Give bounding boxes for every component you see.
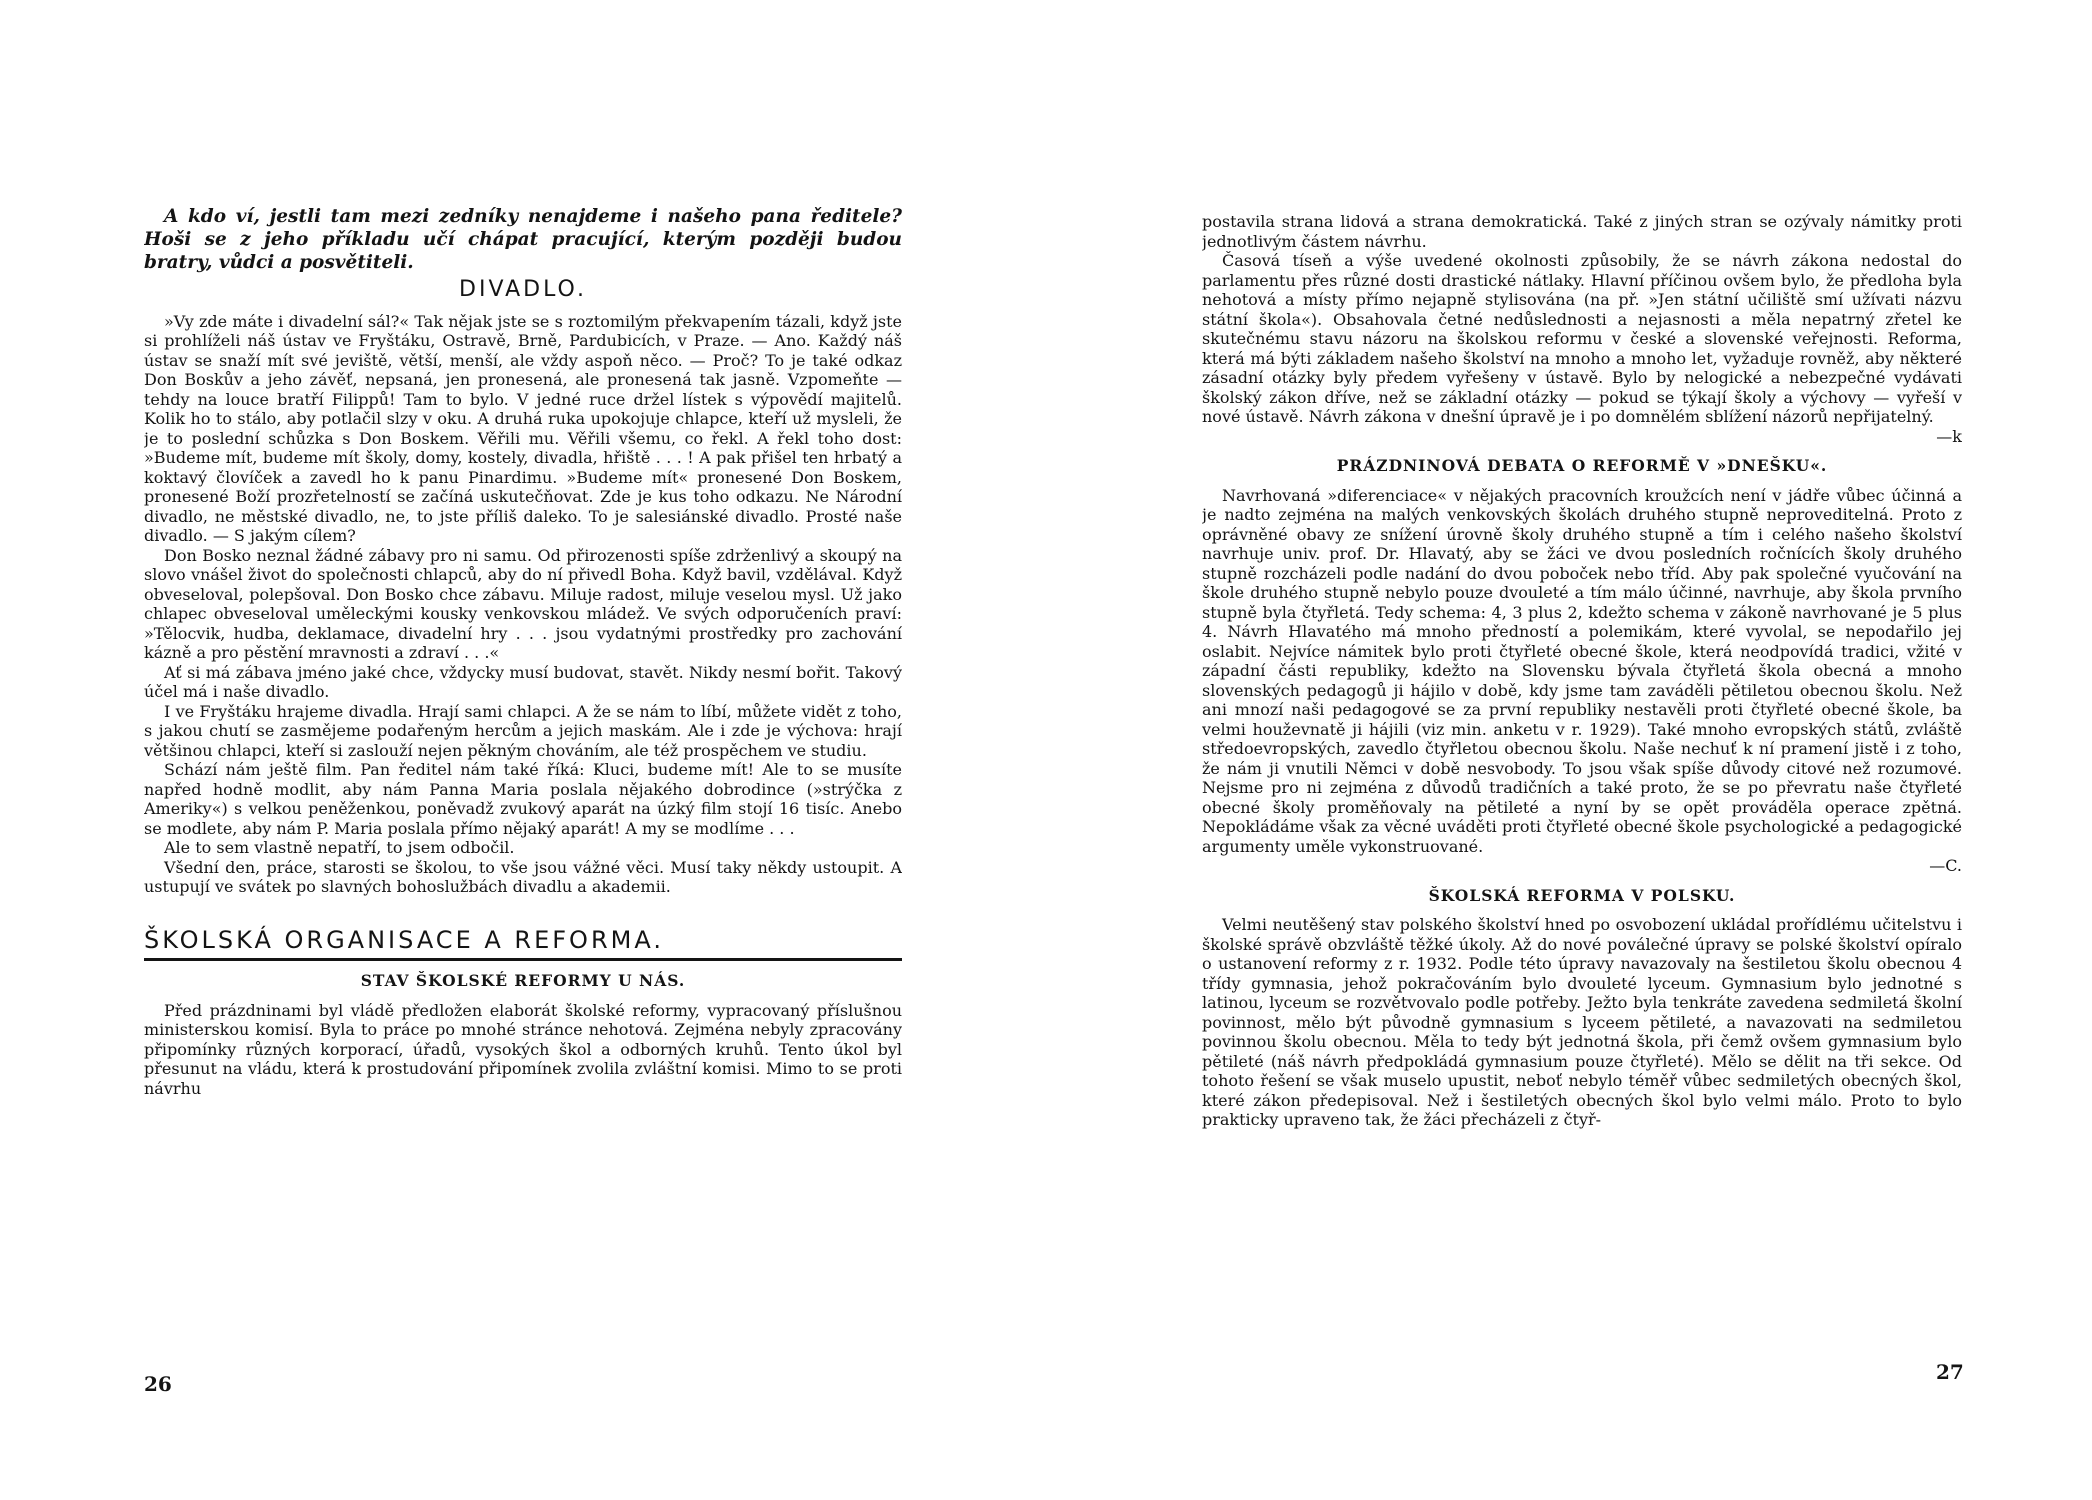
right-page <box>1046 0 2092 1500</box>
debata-heading: PRÁZDNINOVÁ DEBATA O REFORMĚ V »DNEŠKU«. <box>1336 456 1828 475</box>
divadlo-heading: DIVADLO. <box>459 277 587 302</box>
divadlo-paragraph: I ve Fryštáku hrajeme divadla. Hrají sami chlapci. A že se nám to líbí, můžete vidět z toho, s jakou chutí se zasmějeme podařeným hercům a jejich maskám. Ale i zde je výchova: hrají většinou chlapci, kteří si zaslouží nejen pěkným chováním, ale též prospěchem ve studiu. <box>144 701 902 760</box>
page-number-left: 26 <box>144 1372 172 1396</box>
continued-paragraph: postavila strana lidová a strana demokratická. Také z jiných stran se ozývaly námitky proti jednotlivým částem návrhu. <box>1202 212 1962 251</box>
skolska-organisace-heading: ŠKOLSKÁ ORGANISACE A REFORMA. <box>144 931 902 962</box>
stav-reformy-paragraph: Před prázdninami byl vládě předložen elaborát školské reformy, vypracovaný příslušnou ministerskou komisí. Byla to práce po mnohé stránce nehotová. Zejména nebyly zpracovány připomínky různých korporací, úřadů, vysokých škol a odborných kruhů. Tento úkol byl přesunut na vládu, která k prostudování připomínek zvolila zvláštní komisi. Mimo to se proti návrhu <box>144 1000 902 1098</box>
divadlo-paragraph: Ať si má zábava jméno jaké chce, vždycky musí budovat, stavět. Nikdy nesmí bořit. Takový účel má i naše divadlo. <box>144 662 902 701</box>
divadlo-paragraph: Schází nám ještě film. Pan ředitel nám také říká: Kluci, budeme mít! Ale to se musíte napřed hodně modlit, aby nám Panna Maria poslala nějakého dobrodince (»strýčka z Ameriky«) s velkou peněženkou, poněvadž zvukový aparát na úzký film stojí 16 tisíc. Anebo se modlete, aby nám P. Maria poslala přímo nějaký aparát! A my se modlíme . . . <box>144 760 902 838</box>
divadlo-paragraph: Don Bosko neznal žádné zábavy pro ni samu. Od přirozenosti spíše zdrženlivý a skoupý na slovo vnášel život do společnosti chlapců, aby do ní přivedl Boha. Když bavil, vzdělával. Když obveseloval, polepšoval. Don Bosko chce zábavu. Miluje radost, miluje veselou mysl. Už jako chlapec obveseloval uměleckými kousky venkovskou mládež. Ve svých odporučeních praví: »Tělocvik, hudba, deklamace, divadelní hry . . . jsou vydatnými prostředky pro zachování kázně a pro pěstění mravnosti a zdraví . . .« <box>144 545 902 662</box>
divadlo-paragraph: Ale to sem vlastně nepatří, to jsem odbočil. <box>164 838 515 857</box>
stav-reformy-heading: STAV ŠKOLSKÉ REFORMY U NÁS. <box>360 971 686 990</box>
author-signature: —k <box>1936 426 1962 446</box>
divadlo-paragraph: »Vy zde máte i divadelní sál?« Tak nějak jste se s roztomilým překvapením tázali, když jste si prohlíželi náš ústav ve Fryštáku, Ostravě, Brně, Pardubicích, v Praze. — Ano. Každý náš ústav se snaží mít své jeviště, větší, menší, ale vždy aspoň něco. — Proč? To je také odkaz Don Boskův a jeho závěť, nepsaná, jen pronesená, ale pronesená tak jasně. Vzpomeňte — tehdy na louce bratří Filippů! Tam to bylo. V jedné ruce držel lístek s výpovědí majitelů. Kolik ho to stálo, aby potlačil slzy v oku. A druhá ruka upokojuje chlapce, kteří už mysleli, že je to poslední schůzka s Don Boskem. Věřili mu. Věřili všemu, co řekl. A řekl toho dost: »Budeme mít, budeme mít školy, domy, kostely, divadla, hřiště . . . ! A pak přišel ten hrbatý a koktavý človíček a zavedl ho k panu Pinardimu. »Budeme mít« pronesené Don Boskem, pronesené Boží prozřetelností se začíná uskutečňovat. Zde je kus toho odkazu. Ne Národní divadlo, ne městské divadlo, ne, to jste příliš daleko. To je salesiánské divadlo. Prosté naše divadlo. — S jakým cílem? <box>144 311 902 545</box>
page-number-right: 27 <box>1936 1360 1964 1384</box>
left-column <box>144 205 902 1365</box>
intro-paragraph: A kdo ví, jestli tam mezi zedníky nenajdeme i našeho pana ředitele? Hoši se z jeho příkladu učí chápat pracující, kterým později budou bratry, vůdci a posvětiteli. <box>144 206 902 273</box>
divadlo-paragraph: Všední den, práce, starosti se školou, to vše jsou vážné věci. Musí taky někdy ustoupit. A ustupují ve svátek po slavných bohoslužbách divadlu a akademii. <box>144 857 902 896</box>
right-column <box>1202 212 1962 1362</box>
author-signature: —C. <box>1929 856 1962 875</box>
polsko-paragraph: Velmi neutěšený stav polského školství hned po osvobození ukládal prořídlému učitelstvu i školské správě obzvláště těžké úkoly. Až do nové poválečné úpravy se polské školství opíralo o ustanovení reformy z r. 1932. Podle této úpravy navazovaly na šestiletou školu obecnou 4 třídy gymnasia, jehož pokračováním bylo dvouleté lyceum. Gymnasium bylo jednotné s latinou, lyceum se rozvětvovalo podle potřeby. Ježto byla tenkráte zavedena sedmiletá školní povinnost, mělo být původně gymnasium s lyceem pětileté, a navazovati na sedmiletou povinnou školu obecnou. Měla to tedy být jednotná škola, při čemž ovšem gymnasium bylo pětileté (náš návrh předpokládá gymnasium pouze čtyřleté). Mělo se dělit na tři sekce. Od tohoto řešení se však muselo upustit, neboť nebylo téměř vůbec sedmiletých obecných škol, které zákon předepisoval. Než i šestiletých obecných škol bylo velmi málo. Proto to bylo prakticky upraveno tak, že žáci přecházeli z čtyř- <box>1202 915 1962 1129</box>
continued-paragraph: Časová tíseň a výše uvedené okolnosti způsobily, že se návrh zákona nedostal do parlamentu přes různé dosti drastické nátlaky. Hlavní příčinou ovšem bylo, že předloha byla nehotová a místy přímo nejapně stylisována (na př. »Jen státní učiliště smí užívati názvu státní škola«). Obsahovala četné nedůslednosti a nejasnosti a měla nepatrný zřetel ke skutečnému stavu názoru na školskou reformu v české a slovenské veřejnosti. Reforma, která má býti základem našeho školství na mnoho a mnoho let, vyžaduje rovněž, aby některé zásadní otázky byly předem vyřešeny v ústavě. Bylo by nelogické a nebezpečné vydávati školský zákon dříve, než se základní otázky — pokud se týkají školy a výchovy — vyřeší v nové ústavě. Návrh zákona v dnešní úpravě je i po domnělém sblížení názorů nepřijatelný. <box>1202 251 1962 426</box>
polsko-heading: ŠKOLSKÁ REFORMA V POLSKU. <box>1428 885 1736 905</box>
debata-paragraph: Navrhovaná »diferenciace« v nějakých pracovních kroužcích není v jádře vůbec účinná a je nadto zejména na malých venkovských školách druhého stupně neproveditelná. Proto z oprávněné obavy ze snížení úrovně školy druhého stupně a tím i celého našeho školství navrhuje univ. prof. Dr. Hlavatý, aby se žáci ve dvou posledních ročnících školy druhého stupně rozcházeli podle nadání do dvou poboček nebo tříd. Aby pak společné vyučování na škole druhého stupně nebylo pouze dvouleté a tím málo účinné, navrhuje, aby škola prvního stupně byla čtyřletá. Tedy schema: 4, 3 plus 2, kdežto schema v zákoně navrhované je 5 plus 4. Návrh Hlavatého má mnoho předností a polemikám, které vyvolal, se nepodařilo jej oslabit. Nejvíce námitek bylo proti čtyřleté obecné škole, která neodpovídá tradici, vžité v západní části republiky, kdežto na Slovensku bývala čtyřletá škola obecná a mnoho slovenských pedagogů ji hájilo v době, kdy jsme tam zaváděli pětiletou obecnou školu. Než ani mnozí naši pedagogové se za první republiky nestavěli proti čtyřleté obecné škole, ba velmi houževnatě ji hájili (viz min. anketu v r. 1929). Také mnoho evropských států, zvláště středoevropských, zavedlo čtyřletou obecnou školu. Naše nechuť k ní pramení jistě i z toho, že nám ji vnutili Němci v době nesvobody. To jsou však spíše důvody citové než rozumové. Nejsme pro ni zejména z důvodů tradičních a také proto, že se po převratu naše čtyřleté obecné školy proměňovaly na pětileté a nyní by se opět prováděla operace zpětná. Nepokládáme však za věcné uváděti proti čtyřleté obecné škole psychologické a pedagogické argumenty uměle vykonstruované. <box>1202 485 1962 856</box>
